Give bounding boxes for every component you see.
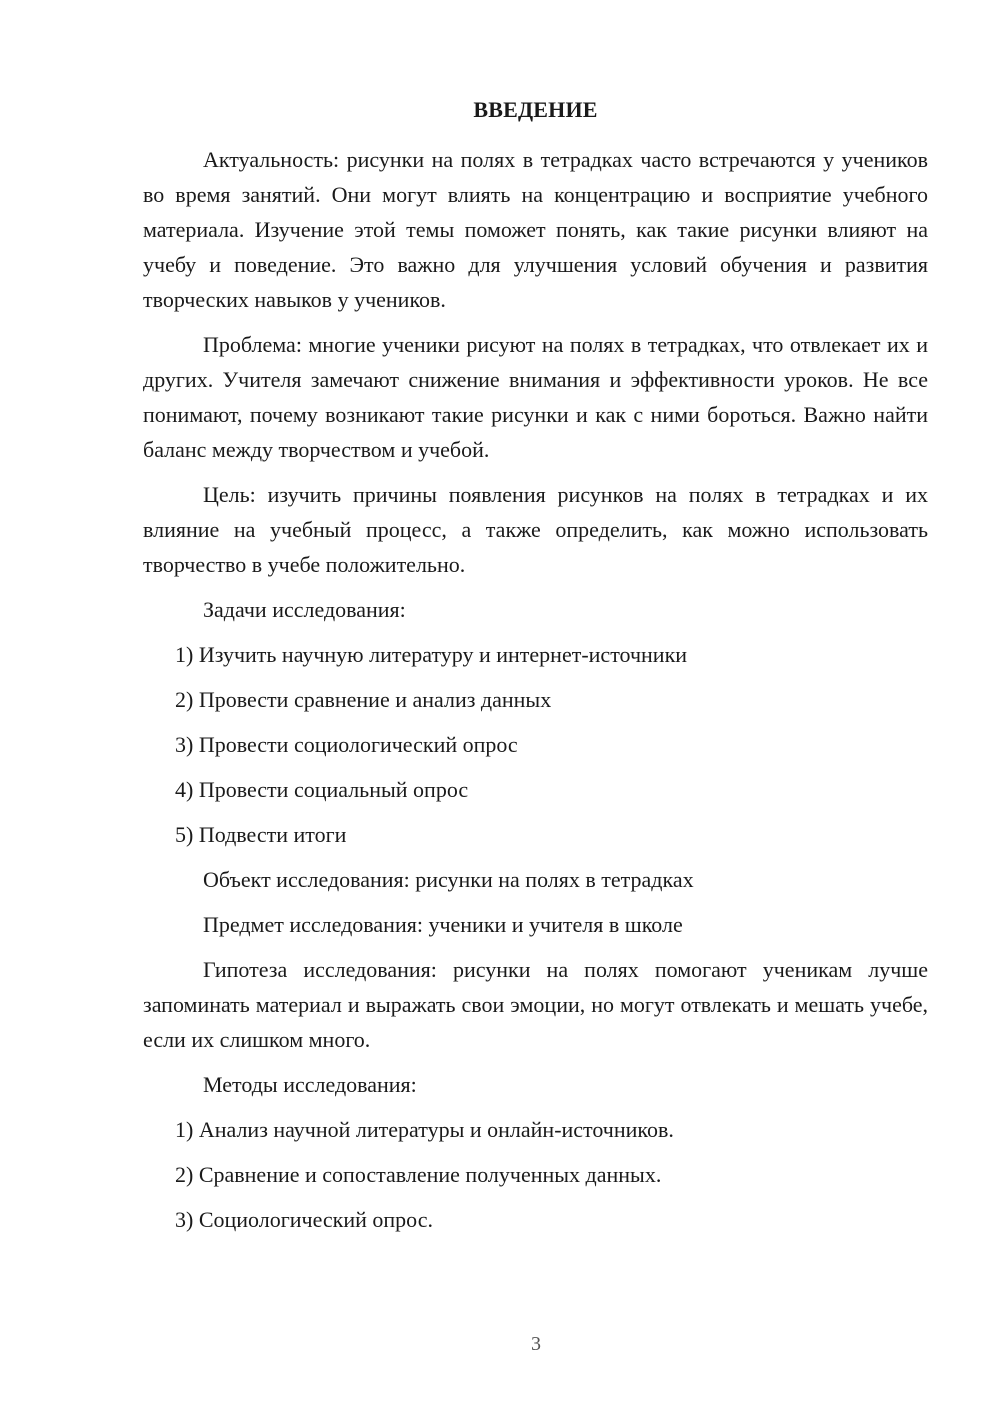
goal-paragraph: Цель: изучить причины появления рисунков на полях в тетрадках и их влияние на учебный процесс, а также определить, как можно использовать творчество в учебе положительно.: [143, 482, 928, 577]
task-item: 5) Подвести итоги: [175, 822, 347, 847]
task-item: 1) Изучить научную литературу и интернет-источники: [175, 642, 688, 667]
page-number: 3: [531, 1333, 541, 1355]
task-item: 4) Провести социальный опрос: [175, 777, 469, 802]
research-object: Объект исследования: рисунки на полях в тетрадках: [203, 867, 694, 892]
task-item: 3) Провести социологический опрос: [175, 732, 518, 757]
hypothesis-paragraph: Гипотеза исследования: рисунки на полях помогают ученикам лучше запоминать материал и выражать свои эмоции, но могут отвлекать и мешать учебе, если их слишком много.: [143, 957, 928, 1052]
method-item: 3) Социологический опрос.: [175, 1207, 433, 1232]
task-item: 2) Провести сравнение и анализ данных: [175, 687, 552, 712]
methods-heading: Методы исследования:: [203, 1072, 417, 1097]
method-item: 2) Сравнение и сопоставление полученных данных.: [175, 1162, 662, 1187]
research-subject: Предмет исследования: ученики и учителя в школе: [203, 912, 683, 937]
tasks-heading: Задачи исследования:: [203, 597, 406, 622]
method-item: 1) Анализ научной литературы и онлайн-источников.: [175, 1117, 674, 1142]
section-title: ВВЕДЕНИЕ: [473, 97, 598, 122]
relevance-paragraph: Актуальность: рисунки на полях в тетрадках часто встречаются у учеников во время занятий. Они могут влиять на концентрацию и восприятие учебного материала. Изучение этой темы поможет понять, как такие рисунки влияют на учебу и поведение. Это важно для улучшения условий обучения и развития творческих навыков у учеников.: [143, 147, 928, 312]
problem-paragraph: Проблема: многие ученики рисуют на полях в тетрадках, что отвлекает их и других. Учителя замечают снижение внимания и эффективности уроков. Не все понимают, почему возникают такие рисунки и как с ними бороться. Важно найти баланс между творчеством и учебой.: [143, 332, 928, 462]
document-page: [143, 92, 928, 1247]
